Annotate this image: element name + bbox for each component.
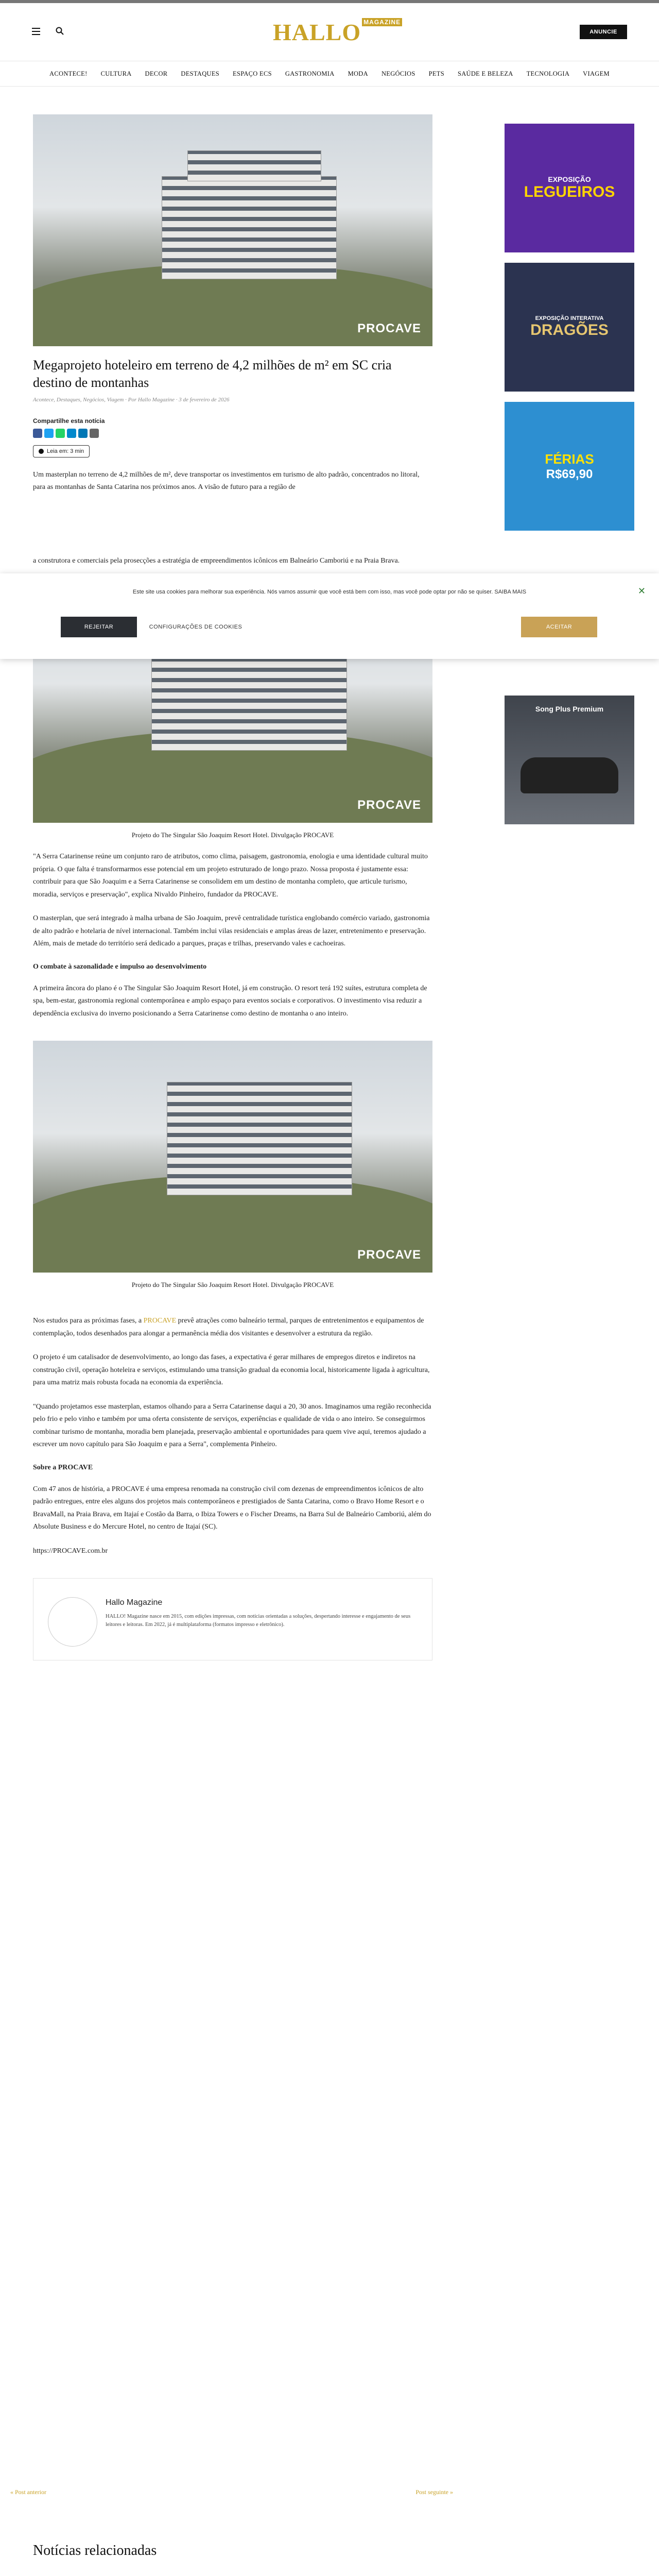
search-icon[interactable]	[56, 27, 64, 35]
source-link[interactable]: https://PROCAVE.com.br	[33, 1547, 108, 1555]
accept-cookies-button[interactable]: ACEITAR	[521, 617, 597, 637]
facebook-icon[interactable]	[33, 429, 42, 438]
cookie-banner	[0, 573, 659, 659]
section-heading: Sobre a PROCAVE	[33, 1463, 93, 1471]
twitter-icon[interactable]	[44, 429, 54, 438]
paragraph: a construtora e comerciais pela prosecções a estratégia de empreendimentos icônicos em Balneário Camboriú e na Praia Brava.	[33, 556, 400, 565]
cookie-settings-button[interactable]: CONFIGURAÇÕES DE COOKIES	[149, 624, 242, 630]
procave-link[interactable]: PROCAVE	[143, 1317, 177, 1325]
nav-item[interactable]: DESTAQUES	[181, 70, 220, 77]
telegram-icon[interactable]	[67, 429, 76, 438]
site-header	[0, 3, 659, 61]
image-caption: Projeto do The Singular São Joaquim Resort Hotel. Divulgação PROCAVE	[131, 831, 334, 839]
hero-image	[33, 114, 432, 346]
reject-cookies-button[interactable]: REJEITAR	[61, 617, 137, 637]
avatar	[48, 1597, 97, 1647]
nav-item[interactable]: CULTURA	[100, 70, 132, 77]
anuncie-button[interactable]: ANUNCIE	[580, 25, 627, 39]
site-logo[interactable]: HALLO $^{MAGAZINE}$	[273, 19, 402, 46]
sidebar	[505, 124, 634, 835]
nav-item[interactable]: ACONTECE!	[49, 70, 88, 77]
article-image	[33, 1041, 432, 1273]
close-icon[interactable]: ✕	[637, 586, 646, 596]
nav-item[interactable]: DECOR	[145, 70, 168, 77]
article-meta: Acontece, Destaques, Negócios, Viagem · Por Hallo Magazine · 3 de fevereiro de 2026	[33, 396, 230, 403]
related-heading: Notícias relacionadas	[33, 2543, 157, 2558]
nav-item[interactable]: TECNOLOGIA	[526, 70, 570, 77]
nav-item[interactable]: SAÚDE E BELEZA	[457, 70, 513, 77]
paragraph: Um masterplan no terreno de 4,2 milhões de m², deve transportar os investimentos em turismo de alto padrão, concentrados no litoral, para as montanhas de Santa Catarina nos próximos anos. A visão de futuro para a região de	[33, 470, 420, 492]
prev-post-link[interactable]: « Post anterior	[10, 2488, 46, 2496]
sidebar-ad[interactable]: FÉRIAS R$69,90	[505, 402, 634, 531]
sidebar-ad[interactable]: EXPOSIÇÃO LEGUEIROS	[505, 124, 634, 252]
nav-item[interactable]: ESPAÇO ECS	[233, 70, 272, 77]
menu-icon[interactable]	[32, 28, 40, 35]
author-bio: HALLO! Magazine nasce em 2015, com edições impressas, com notícias orientadas a soluções, despertando interesse e engajamento de seus leitores e leitoras. Em 2022, já é multiplataforma (formatos impresso e eletrônico).	[106, 1614, 411, 1628]
cookie-text: Este site usa cookies para melhorar sua experiência. Nós vamos assumir que você está bem com isso, mas você pode optar por não se quiser. SAIBA MAIS	[132, 589, 527, 595]
read-time-badge: Leia em: 3 min	[33, 445, 90, 457]
photo-watermark: PROCAVE	[357, 798, 421, 812]
clock-icon	[39, 449, 44, 454]
image-caption: Projeto do The Singular São Joaquim Resort Hotel. Divulgação PROCAVE	[131, 1281, 334, 1289]
linkedin-icon[interactable]	[78, 429, 88, 438]
paragraph: A primeira âncora do plano é o The Singular São Joaquim Resort Hotel, já em construção. O resort terá 192 suítes, estrutura completa de spa, bem-estar, gastronomia regional contemporânea e amplo espaço para eventos sociais e corporativos. O investimento visa reduzir a dependência exclusiva do inverno posicionando a Serra Catarinense como destino de montanha o ano inteiro.	[33, 984, 427, 1018]
article	[33, 114, 432, 1660]
sidebar-ad[interactable]: Song Plus Premium	[505, 696, 634, 824]
photo-watermark: PROCAVE	[357, 1248, 421, 1262]
paragraph: O projeto é um catalisador de desenvolvimento, ao longo das fases, a expectativa é gerar milhares de empregos diretos e indiretos na construção civil, operação hoteleira e serviços, estimulando uma transição gradual da economia local, historicamente ligada à agricultura, para uma matriz mais robusta focada na economia da experiência.	[33, 1353, 430, 1387]
email-icon[interactable]	[90, 429, 99, 438]
paragraph: "Quando projetamos esse masterplan, estamos olhando para a Serra Catarinense daqui a 20, 30 anos. Imaginamos uma região reconhecida pelo frio e pelo vinho e também por uma oferta consistente de serviços, experiências e qualidade de vida o ano inteiro. Se conseguirmos combinar turismo de montanha, moradia bem planejada, preservação ambiental e oportunidades para quem vive aqui, teremos ajudado a escrever um novo capítulo para São Joaquim e para a Serra", complementa Pinheiro.	[33, 1402, 431, 1449]
paragraph: "A Serra Catarinense reúne um conjunto raro de atributos, como clima, paisagem, gastronomia, enologia e uma identidade cultural muito própria. O que falta é transformarmos esse potencial em um projeto estruturado de longo prazo. Nossa proposta é justamente essa: contribuir para que São Joaquim e a Serra Catarinense se consolidem em um destino de montanha completo, que articule turismo, moradia, serviços e preservação", explica Nivaldo Pinheiro, fundador da PROCAVE.	[33, 853, 428, 899]
nav-item[interactable]: PETS	[428, 70, 444, 77]
main-nav	[0, 61, 659, 87]
nav-item[interactable]: NEGÓCIOS	[381, 70, 415, 77]
post-navigation	[10, 2488, 453, 2496]
author-name[interactable]: Hallo Magazine	[106, 1598, 163, 1607]
author-box	[33, 1578, 432, 1660]
article-title: Megaprojeto hoteleiro em terreno de 4,2 milhões de m² em SC cria destino de montanhas	[33, 358, 392, 390]
share-label: Compartilhe esta notícia	[33, 417, 105, 425]
photo-watermark: PROCAVE	[357, 321, 421, 335]
nav-item[interactable]: GASTRONOMIA	[285, 70, 335, 77]
nav-item[interactable]: MODA	[348, 70, 368, 77]
sidebar-ad[interactable]: EXPOSIÇÃO INTERATIVA DRAGÕES	[505, 263, 634, 392]
paragraph: O masterplan, que será integrado à malha urbana de São Joaquim, prevê centralidade turística englobando comércio variado, gastronomia de alto padrão e hotelaria de nível internacional. Também inclui vilas residenciais e amplas áreas de lazer, entretenimento e preservação. Além, mais de metade do território será dedicado a parques, praças e trilhas, preservando vales e cachoeiras.	[33, 914, 430, 948]
paragraph: Com 47 anos de história, a PROCAVE é uma empresa renomada na construção civil com dezenas de empreendimentos icônicos de alto padrão entregues, entre eles alguns dos projetos mais contemporâneos e prestigiados de Santa Catarina, como o Bravo Home Resort e o BravaMall, na Praia Brava, em Itajaí e Costão da Barra, o Ibiza Towers e o Fischer Dreams, na Barra Sul de Balneário Camboriú, além do Absolute Business e do Mercure Hotel, no centro de Itajaí (SC).	[33, 1485, 431, 1531]
next-post-link[interactable]: Post seguinte »	[415, 2488, 453, 2496]
whatsapp-icon[interactable]	[56, 429, 65, 438]
share-buttons	[33, 429, 432, 438]
nav-item[interactable]: VIAGEM	[583, 70, 610, 77]
section-heading: O combate à sazonalidade e impulso ao desenvolvimento	[33, 962, 207, 971]
paragraph: Nos estudos para as próximas fases, a PROCAVE prevê atrações como balneário termal, parques de entretenimentos e equipamentos de contemplação, todos desenhados para alongar a permanência média dos visitantes e desenvolver a estrutura da região.	[33, 1317, 424, 1337]
